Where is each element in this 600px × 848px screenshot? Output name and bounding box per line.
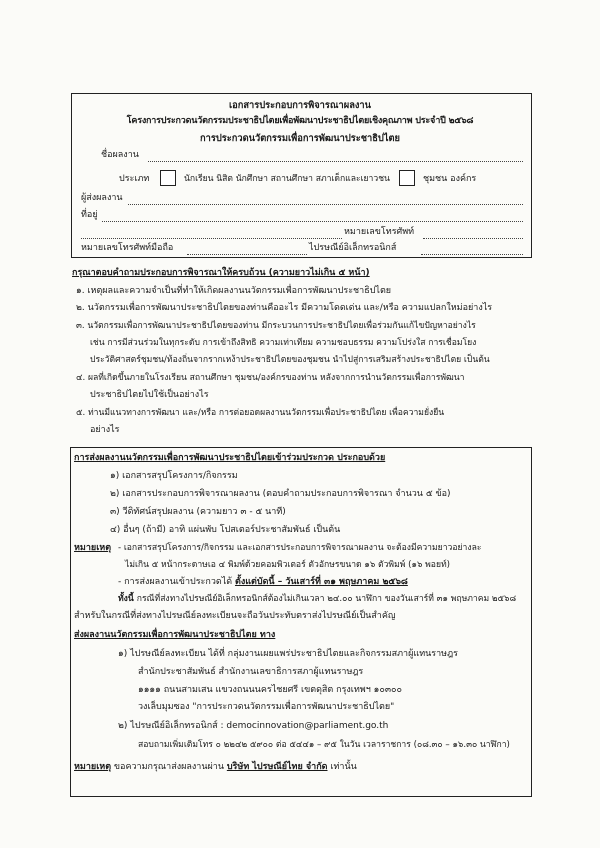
- type-option-student: นักเรียน นิสิต นักศึกษา สถานศึกษา สภาเด็กและเยาวชน: [184, 174, 390, 184]
- email-field[interactable]: [421, 254, 523, 255]
- note-1-line-1: - เอกสารสรุปโครงการ/กิจกรรม และเอกสารประกอบการพิจารณาผลงาน จะต้องมีความยาวอย่างละ: [118, 543, 482, 553]
- type-option-community: ชุมชน องค์กร: [423, 174, 477, 184]
- mobile-field[interactable]: [187, 254, 307, 255]
- type-label: ประเภท: [119, 174, 150, 184]
- note-3: [118, 595, 516, 604]
- question-3-line-3: ประวัติศาสตร์ชุมชน/ท้องถิ่นจากรากเหง้าประชาธิปไตยของชุมชน นำไปสู่การเสริมสร้างประชาธิปไตย เป็นต้น: [90, 355, 490, 365]
- send-heading: ส่งผลงานนวัตกรรมเพื่อการพัฒนาประชาธิปไตย ทาง: [74, 630, 276, 640]
- question-3-line-1: ๓. นวัตกรรมเพื่อการพัฒนาประชาธิปไตยของท่าน มีกระบวนการประชาธิปไตยเพื่อร่วมกันแก้ไขปัญหาอย่างไร: [76, 321, 476, 331]
- question-4-line-1: ๔. ผลที่เกิดขึ้นภายในโรงเรียน สถานศึกษา ชุมชน/องค์กรของท่าน หลังจากการนำนวัตกรรมเพื่อการพัฒนา: [76, 373, 465, 383]
- note-2-prefix: - การส่งผลงานเข้าประกวดได้: [118, 577, 235, 587]
- mail-line-3: ๑๑๑๑ ถนนสามเสน แขวงถนนนครไชยศรี เขตดุสิต กรุงเทพฯ ๑๐๓๐๐: [138, 685, 403, 695]
- submission-item-3: ๓) วีดิทัศน์สรุปผลงาน (ความยาว ๓ - ๕ นาที): [110, 507, 286, 517]
- question-2: ๒. นวัตกรรมเพื่อการพัฒนาประชาธิปไตยของท่านคืออะไร มีความโดดเด่น และ/หรือ ความแปลกใหม่อย่างไร: [76, 303, 493, 313]
- email-line: [118, 722, 388, 731]
- form-title-3: การประกวดนวัตกรรมเพื่อการพัฒนาประชาธิปไตย: [200, 133, 400, 144]
- question-5-line-1: ๕. ท่านมีแนวทางการพัฒนา และ/หรือ การต่อยอดผลงานนวัตกรรมเพื่อประชาธิปไตย เพื่อความยั่งยืน: [76, 408, 445, 418]
- final-note-suffix: เท่านั้น: [327, 762, 357, 772]
- questions-heading: กรุณาตอบคำถามประกอบการพิจารณาให้ครบถ้วน (ความยาวไม่เกิน ๕ หน้า): [72, 268, 370, 278]
- question-5-line-2: อย่างไร: [90, 425, 120, 435]
- checkbox-student-type[interactable]: [160, 170, 176, 186]
- final-note-prefix: ขอความกรุณาส่งผลงานผ่าน: [111, 762, 227, 772]
- submission-heading: การส่งผลงานนวัตกรรมเพื่อการพัฒนาประชาธิปไตยเข้าร่วมประกวด ประกอบด้วย: [74, 453, 386, 463]
- final-note-label: หมายเหตุ: [74, 762, 112, 772]
- email-label: ไปรษณีย์อิเล็กทรอนิกส์: [309, 243, 397, 253]
- email-address-link[interactable]: democinnovation@parliament.go.th: [226, 721, 389, 731]
- email-label-text: ๒) ไปรษณีย์อิเล็กทรอนิกส์ :: [118, 721, 227, 731]
- note-2-deadline: ตั้งแต่บัดนี้ – วันเสาร์ที่ ๓๑ พฤษภาคม ๒๕๖๘: [234, 577, 408, 587]
- submitter-label: ผู้ส่งผลงาน: [81, 193, 123, 203]
- submission-item-1: ๑) เอกสารสรุปโครงการ/กิจกรรม: [110, 471, 238, 481]
- submission-item-2: ๒) เอกสารประกอบการพิจารณาผลงาน (ตอบคำถามประกอบการพิจารณา จำนวน ๕ ข้อ): [110, 489, 451, 499]
- checkbox-community-type[interactable]: [399, 170, 415, 186]
- question-1: ๑. เหตุผลและความจำเป็นที่ทำให้เกิดผลงานนวัตกรรมเพื่อการพัฒนาประชาธิปไตย: [76, 286, 392, 296]
- submission-item-4: ๔) อื่นๆ (ถ้ามี) อาทิ แผ่นพับ โปสเตอร์ประชาสัมพันธ์ เป็นต้น: [110, 525, 341, 535]
- mobile-label: หมายเลขโทรศัพท์มือถือ: [81, 243, 174, 253]
- note-label: หมายเหตุ: [74, 543, 112, 553]
- note-4: สำหรับในกรณีที่ส่งทางไปรษณีย์ลงทะเบียนจะถือวันประทับตราส่งไปรษณีย์เป็นสำคัญ: [74, 611, 396, 621]
- form-title-2: โครงการประกวดนวัตกรรมประชาธิปไตยเพื่อพัฒนาประชาธิปไตยเชิงคุณภาพ ประจำปี ๒๕๖๘: [126, 116, 474, 126]
- submitter-field[interactable]: [128, 204, 523, 205]
- final-note: [74, 763, 357, 772]
- final-note-company: บริษัท ไปรษณีย์ไทย จำกัด: [226, 762, 328, 772]
- mail-line-1: ๑) ไปรษณีย์ลงทะเบียน ได้ที่ กลุ่มงานเผยแพร่ประชาธิปไตยและกิจกรรมสภาผู้แทนราษฎร: [118, 649, 458, 659]
- note-2: [118, 578, 408, 587]
- note-1-line-2: ไม่เกิน ๕ หน้ากระดาษเอ ๔ พิมพ์ด้วยคอมพิวเตอร์ ตัวอักษรขนาด ๑๖ ตัวพิมพ์ (๑๖ พอยท์): [125, 560, 451, 570]
- address-label: ที่อยู่: [81, 210, 98, 220]
- address-field-line2[interactable]: [81, 238, 342, 239]
- mail-line-4: วงเล็บมุมซอง "การประกวดนวัตกรรมเพื่อการพัฒนาประชาธิปไตย": [138, 702, 395, 712]
- mail-line-2: สำนักประชาสัมพันธ์ สำนักงานเลขาธิการสภาผู้แทนราษฎร: [138, 667, 364, 677]
- inquiry-line: สอบถามเพิ่มเติมโทร ๐ ๒๒๔๒ ๕๙๐๐ ต่อ ๕๔๔๑ – ๙๕ ในวัน เวลาราชการ (๐๘.๓๐ – ๑๖.๓๐ นาฬิกา): [138, 740, 510, 750]
- phone-label: หมายเลขโทรศัพท์: [344, 227, 415, 237]
- question-4-line-2: ประชาธิปไตยไปใช้เป็นอย่างไร: [90, 390, 209, 400]
- work-name-label: ชื่อผลงาน: [101, 150, 139, 160]
- work-name-field[interactable]: [148, 161, 523, 162]
- form-title-1: เอกสารประกอบการพิจารณาผลงาน: [228, 100, 372, 111]
- address-field[interactable]: [102, 221, 523, 222]
- note-3-text: กรณีที่ส่งทางไปรษณีย์อิเล็กทรอนิกส์ต้องไม่เกินเวลา ๒๔.๐๐ นาฬิกา ของวันเสาร์ที่ ๓๑ พฤษภาคม ๒๕๖๘: [136, 594, 517, 604]
- note-3-prefix: ทั้งนี้: [118, 594, 137, 604]
- question-3-line-2: เช่น การมีส่วนร่วมในทุกระดับ การเข้าถึงสิทธิ ความเท่าเทียม ความชอบธรรม ความโปร่งใส การเชื่อมโยง: [90, 338, 477, 348]
- phone-field[interactable]: [423, 238, 523, 239]
